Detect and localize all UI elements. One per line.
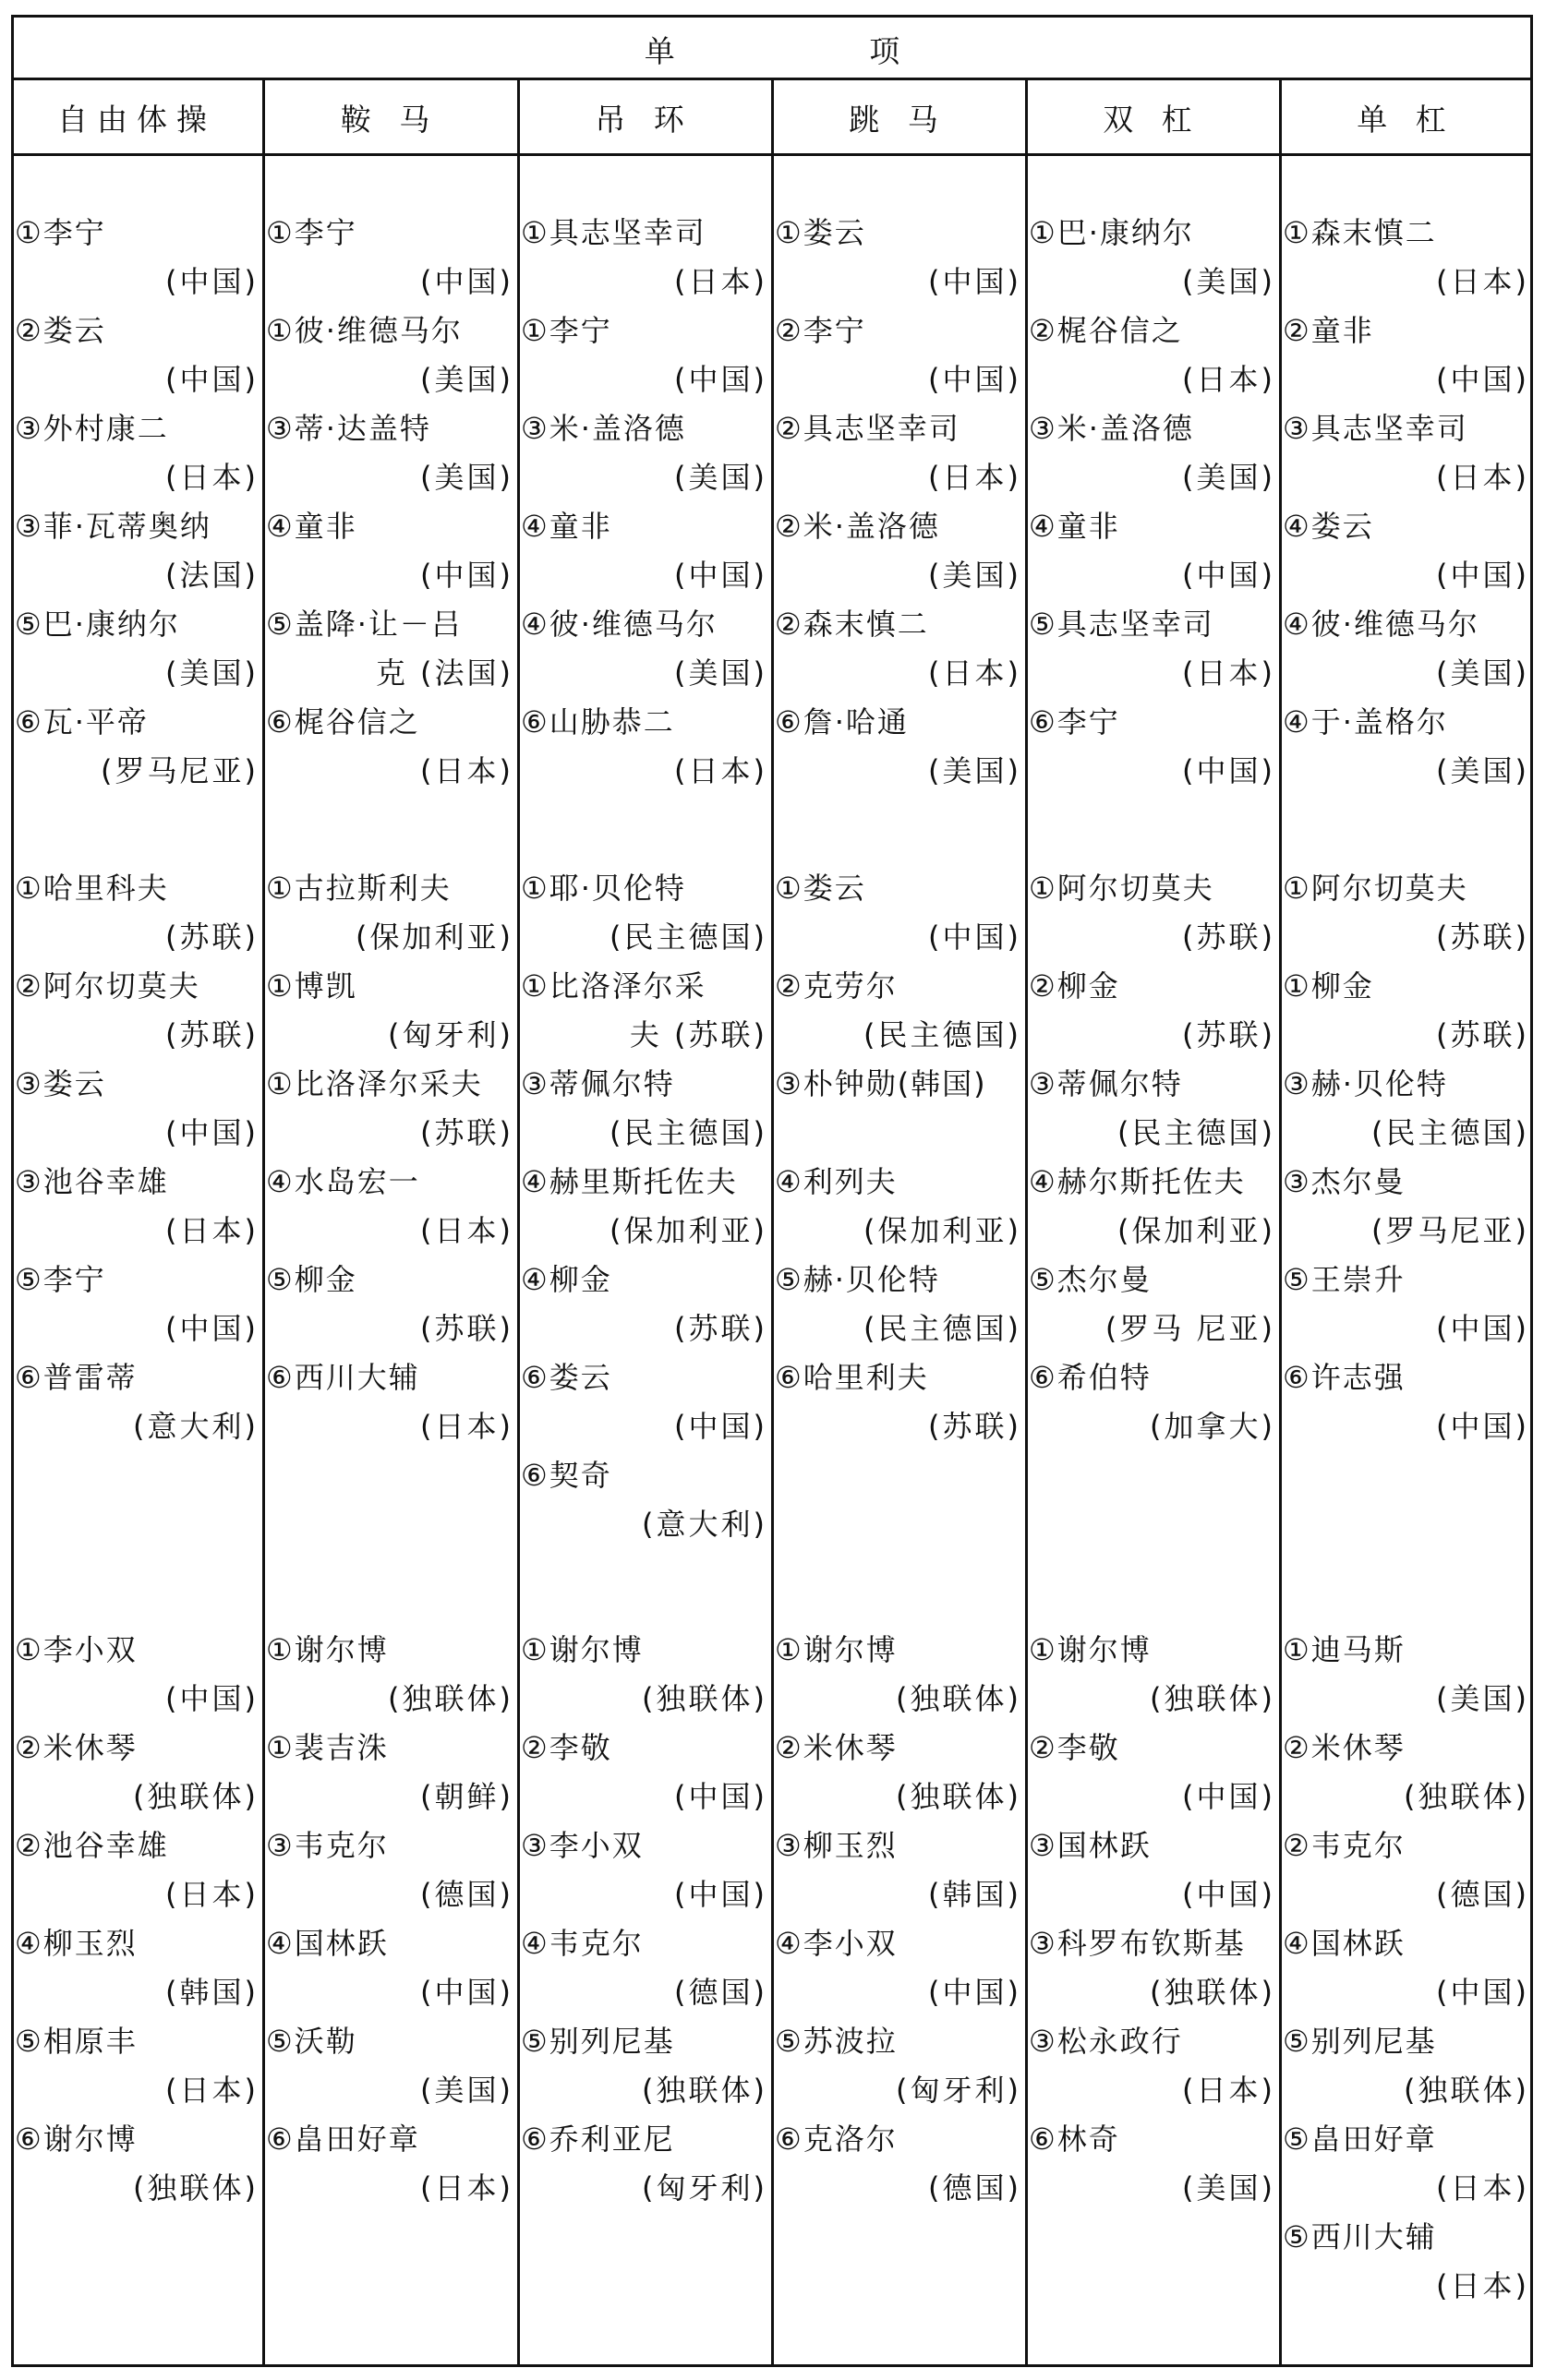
athlete-country: 夫 (苏联) [629,1017,767,1052]
athlete-country: (中国) [1436,362,1529,397]
athlete-name: ⑤畠田好章 [1283,2122,1437,2157]
athlete-name: ③娄云 [15,1066,106,1101]
athlete-country: (中国) [1436,1311,1529,1346]
athlete-name: ②韦克尔 [1283,1828,1406,1863]
athlete-country: (美国) [1182,2170,1275,2206]
athlete-name: ③蒂佩尔特 [1029,1066,1183,1101]
result-cell [11,864,262,1451]
athlete-country: (罗马尼亚) [101,753,259,788]
athlete-country: (罗马 尼亚) [1104,1311,1275,1346]
athlete-name: ③米·盖洛德 [521,411,686,446]
athlete-country: (民主德国) [610,920,767,955]
athlete-country: (保加利亚) [610,1213,767,1248]
athlete-name: ②李敬 [521,1730,612,1765]
athlete-name: ⑤王崇升 [1283,1262,1406,1297]
athlete-name: ②李敬 [1029,1730,1120,1765]
athlete-name: ⑤别列尼基 [1283,2024,1437,2059]
athlete-name: ③蒂佩尔特 [521,1066,675,1101]
result-cell [1279,209,1533,796]
athlete-country: (意大利) [133,1409,259,1444]
athlete-country: (中国) [674,1409,767,1444]
column-header-parallel-bars: 双 杠 [1103,102,1201,138]
athlete-name: ⑤柳金 [266,1262,357,1297]
athlete-name: ⑤盖降·让－吕 [266,607,463,642]
result-cell [1279,1626,1533,2311]
athlete-name: ⑤李宁 [15,1262,106,1297]
athlete-name: ①谢尔博 [775,1632,898,1667]
athlete-name: ⑥林奇 [1029,2122,1120,2157]
athlete-name: ②米·盖洛德 [775,509,940,544]
result-cell [1025,864,1279,1451]
athlete-country: (日本) [928,655,1021,691]
athlete-name: ④童非 [1029,509,1120,544]
athlete-country: (日本) [1182,655,1275,691]
athlete-country: (苏联) [1182,920,1275,955]
athlete-country: (美国) [674,460,767,495]
athlete-name: ①古拉斯利夫 [266,871,452,906]
athlete-country: (独联体) [1150,1681,1275,1716]
athlete-country: (匈牙利) [642,2170,767,2206]
athlete-country: (美国) [165,655,259,691]
athlete-country: (中国) [928,362,1021,397]
table-title: 单 项 [644,33,993,69]
athlete-country: (日本) [165,460,259,495]
athlete-name: ①李小双 [15,1632,138,1667]
athlete-country: (中国) [674,558,767,593]
result-cell [771,864,1025,1451]
athlete-country: (民主德国) [610,1115,767,1150]
athlete-name: ④利列夫 [775,1164,898,1199]
athlete-country: (中国) [1436,1409,1529,1444]
athlete-name: ①阿尔切莫夫 [1029,871,1214,906]
athlete-country: (民主德国) [863,1311,1021,1346]
athlete-country: (美国) [1436,1681,1529,1716]
athlete-name: ④李小双 [775,1926,898,1961]
athlete-name: ④彼·维德马尔 [521,607,718,642]
athlete-country: (日本) [1436,460,1529,495]
athlete-name: ④赫尔斯托佐夫 [1029,1164,1246,1199]
athlete-country: (美国) [928,558,1021,593]
athlete-name: ①谢尔博 [521,1632,644,1667]
athlete-name: ④韦克尔 [521,1926,644,1961]
athlete-name: ⑥契奇 [521,1458,612,1493]
athlete-name: ⑥山胁恭二 [521,704,675,739]
athlete-name: ③科罗布钦斯基 [1029,1926,1246,1961]
athlete-country: (中国) [420,1975,513,2010]
result-cell [1279,864,1533,1451]
athlete-country: (日本) [165,2073,259,2108]
athlete-country: (加拿大) [1150,1409,1275,1444]
athlete-name: ①娄云 [775,215,866,250]
athlete-name: ③米·盖洛德 [1029,411,1194,446]
athlete-country: (中国) [420,558,513,593]
athlete-name: ⑥詹·哈通 [775,704,909,739]
athlete-name: ⑥克洛尔 [775,2122,898,2157]
athlete-country: (苏联) [1436,1017,1529,1052]
athlete-name: ①比洛泽尔采夫 [266,1066,483,1101]
athlete-name: ①娄云 [775,871,866,906]
athlete-country: (美国) [1182,460,1275,495]
athlete-name: ④水岛宏一 [266,1164,420,1199]
athlete-country: (韩国) [165,1975,259,2010]
athlete-name: ③国林跃 [1029,1828,1152,1863]
result-cell [517,864,771,1549]
result-cell [517,1626,771,2213]
athlete-name: ⑥谢尔博 [15,2122,138,2157]
athlete-name: ①谢尔博 [266,1632,389,1667]
athlete-name: ③杰尔曼 [1283,1164,1406,1199]
athlete-country: (中国) [928,264,1021,299]
athlete-country: (苏联) [674,1311,767,1346]
athlete-country: (保加利亚) [1117,1213,1275,1248]
athlete-name: ①具志坚幸司 [521,215,706,250]
athlete-name: ①裴吉洙 [266,1730,389,1765]
athlete-country: (民主德国) [863,1017,1021,1052]
athlete-name: ⑤相原丰 [15,2024,138,2059]
athlete-name: ②池谷幸雄 [15,1828,169,1863]
athlete-country: (日本) [674,753,767,788]
result-cell [1025,1626,1279,2213]
athlete-name: ②梶谷信之 [1029,313,1183,348]
athlete-country: (保加利亚) [863,1213,1021,1248]
athlete-name: ①阿尔切莫夫 [1283,871,1468,906]
column-header-floor: 自由体操 [57,102,216,138]
athlete-name: ②米休琴 [15,1730,138,1765]
athlete-name: ③池谷幸雄 [15,1164,169,1199]
athlete-name: ②米休琴 [1283,1730,1406,1765]
athlete-country: (德国) [1436,1877,1529,1912]
athlete-name: ②李宁 [775,313,866,348]
athlete-country: (中国) [420,264,513,299]
column-header-rings: 吊 环 [595,102,694,138]
athlete-name: ④童非 [521,509,612,544]
athlete-name: ⑥希伯特 [1029,1360,1152,1395]
athlete-name: ④国林跃 [266,1926,389,1961]
athlete-name: ②米休琴 [775,1730,898,1765]
athlete-country: (苏联) [1182,1017,1275,1052]
athlete-country: (苏联) [1436,920,1529,955]
athlete-country: (日本) [420,753,513,788]
column-header-pommel-horse: 鞍 马 [340,102,440,138]
athlete-country: (独联体) [642,1681,767,1716]
athlete-country: (德国) [674,1975,767,2010]
athlete-name: ①比洛泽尔采 [521,968,706,1004]
column-header-vault: 跳 马 [849,102,948,138]
athlete-country: (美国) [420,2073,513,2108]
athlete-name: ③朴钟勋(韩国) [775,1066,987,1101]
athlete-country: (美国) [1436,753,1529,788]
athlete-name: ⑥瓦·平帝 [15,704,149,739]
athlete-country: (中国) [165,1311,259,1346]
athlete-country: (中国) [1436,1975,1529,2010]
athlete-country: (日本) [1436,264,1529,299]
athlete-name: ⑥李宁 [1029,704,1120,739]
athlete-country: (日本) [1182,2073,1275,2108]
athlete-name: ④于·盖格尔 [1283,704,1448,739]
athlete-name: ⑥乔利亚尼 [521,2122,675,2157]
athlete-name: ⑤别列尼基 [521,2024,675,2059]
result-cell [262,864,517,1451]
athlete-name: ⑥梶谷信之 [266,704,420,739]
athlete-name: ①巴·康纳尔 [1029,215,1194,250]
athlete-country: (中国) [165,362,259,397]
athlete-name: ②柳金 [1029,968,1120,1004]
athlete-name: ②阿尔切莫夫 [15,968,200,1004]
athlete-country: 克 (法国) [375,655,513,691]
athlete-name: ③外村康二 [15,411,169,446]
result-cell [771,1626,1025,2213]
athlete-country: (中国) [1182,1779,1275,1814]
athlete-country: (独联体) [1150,1975,1275,2010]
athlete-country: (苏联) [165,1017,259,1052]
athlete-country: (独联体) [642,2073,767,2108]
athlete-name: ⑥西川大辅 [266,1360,420,1395]
athlete-name: ⑤沃勒 [266,2024,357,2059]
athlete-country: (日本) [928,460,1021,495]
athlete-name: ②森末慎二 [775,607,929,642]
athlete-name: ①李宁 [15,215,106,250]
athlete-country: (苏联) [420,1115,513,1150]
athlete-name: ②娄云 [15,313,106,348]
athlete-name: ⑤西川大辅 [1283,2219,1437,2254]
athlete-country: (德国) [928,2170,1021,2206]
athlete-country: (中国) [165,1681,259,1716]
athlete-country: (德国) [420,1877,513,1912]
athlete-name: ④赫里斯托佐夫 [521,1164,738,1199]
result-cell [11,209,262,796]
athlete-country: (匈牙利) [896,2073,1021,2108]
athlete-name: ④柳金 [521,1262,612,1297]
athlete-name: ⑤赫·贝伦特 [775,1262,940,1297]
athlete-name: ①谢尔博 [1029,1632,1152,1667]
athlete-country: (中国) [1436,558,1529,593]
athlete-name: ②克劳尔 [775,968,898,1004]
athlete-name: ③柳玉烈 [775,1828,898,1863]
athlete-country: (日本) [1182,362,1275,397]
athlete-name: ⑥哈里利夫 [775,1360,929,1395]
athlete-country: (中国) [1182,753,1275,788]
athlete-name: ⑤具志坚幸司 [1029,607,1214,642]
athlete-name: ④彼·维德马尔 [1283,607,1479,642]
athlete-country: (中国) [1182,1877,1275,1912]
athlete-name: ④柳玉烈 [15,1926,138,1961]
athlete-country: (法国) [165,558,259,593]
athlete-name: ③韦克尔 [266,1828,389,1863]
athlete-name: ⑤杰尔曼 [1029,1262,1152,1297]
athlete-country: (中国) [674,1779,767,1814]
athlete-country: (美国) [420,460,513,495]
athlete-country: (苏联) [928,1409,1021,1444]
result-cell [11,1626,262,2213]
athlete-country: (美国) [420,362,513,397]
athlete-country: (日本) [420,2170,513,2206]
athlete-country: (美国) [674,655,767,691]
athlete-name: ②具志坚幸司 [775,411,960,446]
athlete-country: (独联体) [1404,1779,1529,1814]
athlete-country: (中国) [674,1877,767,1912]
athlete-country: (独联体) [1404,2073,1529,2108]
athlete-country: (日本) [674,264,767,299]
athlete-name: ⑥许志强 [1283,1360,1406,1395]
athlete-country: (中国) [165,264,259,299]
results-table [11,15,1533,2367]
athlete-name: ③赫·贝伦特 [1283,1066,1448,1101]
athlete-name: ③松永政行 [1029,2024,1183,2059]
athlete-country: (苏联) [420,1311,513,1346]
athlete-name: ①博凯 [266,968,357,1004]
athlete-name: ③李小双 [521,1828,644,1863]
athlete-name: ①李宁 [521,313,612,348]
athlete-name: ④娄云 [1283,509,1374,544]
athlete-name: ⑥畠田好章 [266,2122,420,2157]
athlete-name: ①哈里科夫 [15,871,169,906]
athlete-name: ⑤巴·康纳尔 [15,607,180,642]
athlete-country: (日本) [165,1213,259,1248]
athlete-name: ①李宁 [266,215,357,250]
athlete-country: (中国) [165,1115,259,1150]
athlete-country: (中国) [1182,558,1275,593]
athlete-country: (韩国) [928,1877,1021,1912]
athlete-name: ⑥普雷蒂 [15,1360,138,1395]
athlete-country: (保加利亚) [356,920,513,955]
athlete-country: (中国) [928,920,1021,955]
athlete-name: ①迪马斯 [1283,1632,1406,1667]
athlete-country: (苏联) [165,920,259,955]
athlete-country: (独联体) [133,1779,259,1814]
athlete-name: ①森末慎二 [1283,215,1437,250]
athlete-country: (美国) [928,753,1021,788]
result-cell [1025,209,1279,796]
athlete-name: ⑥娄云 [521,1360,612,1395]
athlete-name: ④国林跃 [1283,1926,1406,1961]
athlete-country: (独联体) [896,1681,1021,1716]
athlete-country: (民主德国) [1117,1115,1275,1150]
athlete-country: (日本) [420,1409,513,1444]
athlete-name: ④童非 [266,509,357,544]
result-cell [262,1626,517,2213]
athlete-country: (美国) [1436,655,1529,691]
athlete-country: (独联体) [133,2170,259,2206]
column-header-high-bar: 单 杠 [1357,102,1455,138]
athlete-name: ②童非 [1283,313,1374,348]
result-cell [771,209,1025,796]
athlete-country: (日本) [1436,2170,1529,2206]
athlete-name: ③具志坚幸司 [1283,411,1468,446]
athlete-country: (意大利) [642,1507,767,1542]
athlete-country: (中国) [928,1975,1021,2010]
result-cell [517,209,771,796]
result-cell [262,209,517,796]
athlete-name: ③菲·瓦蒂奥纳 [15,509,211,544]
athlete-name: ③蒂·达盖特 [266,411,431,446]
athlete-country: (独联体) [388,1681,513,1716]
athlete-country: (罗马尼亚) [1371,1213,1529,1248]
athlete-country: (美国) [1182,264,1275,299]
athlete-country: (民主德国) [1371,1115,1529,1150]
athlete-name: ①耶·贝伦特 [521,871,686,906]
athlete-name: ①彼·维德马尔 [266,313,463,348]
athlete-country: (朝鲜) [420,1779,513,1814]
athlete-name: ①柳金 [1283,968,1374,1004]
athlete-country: (匈牙利) [388,1017,513,1052]
athlete-name: ⑤苏波拉 [775,2024,898,2059]
athlete-country: (日本) [420,1213,513,1248]
athlete-country [771,1109,1025,1158]
athlete-country: (独联体) [896,1779,1021,1814]
athlete-country: (中国) [674,362,767,397]
athlete-country: (日本) [1436,2268,1529,2303]
athlete-country: (日本) [165,1877,259,1912]
